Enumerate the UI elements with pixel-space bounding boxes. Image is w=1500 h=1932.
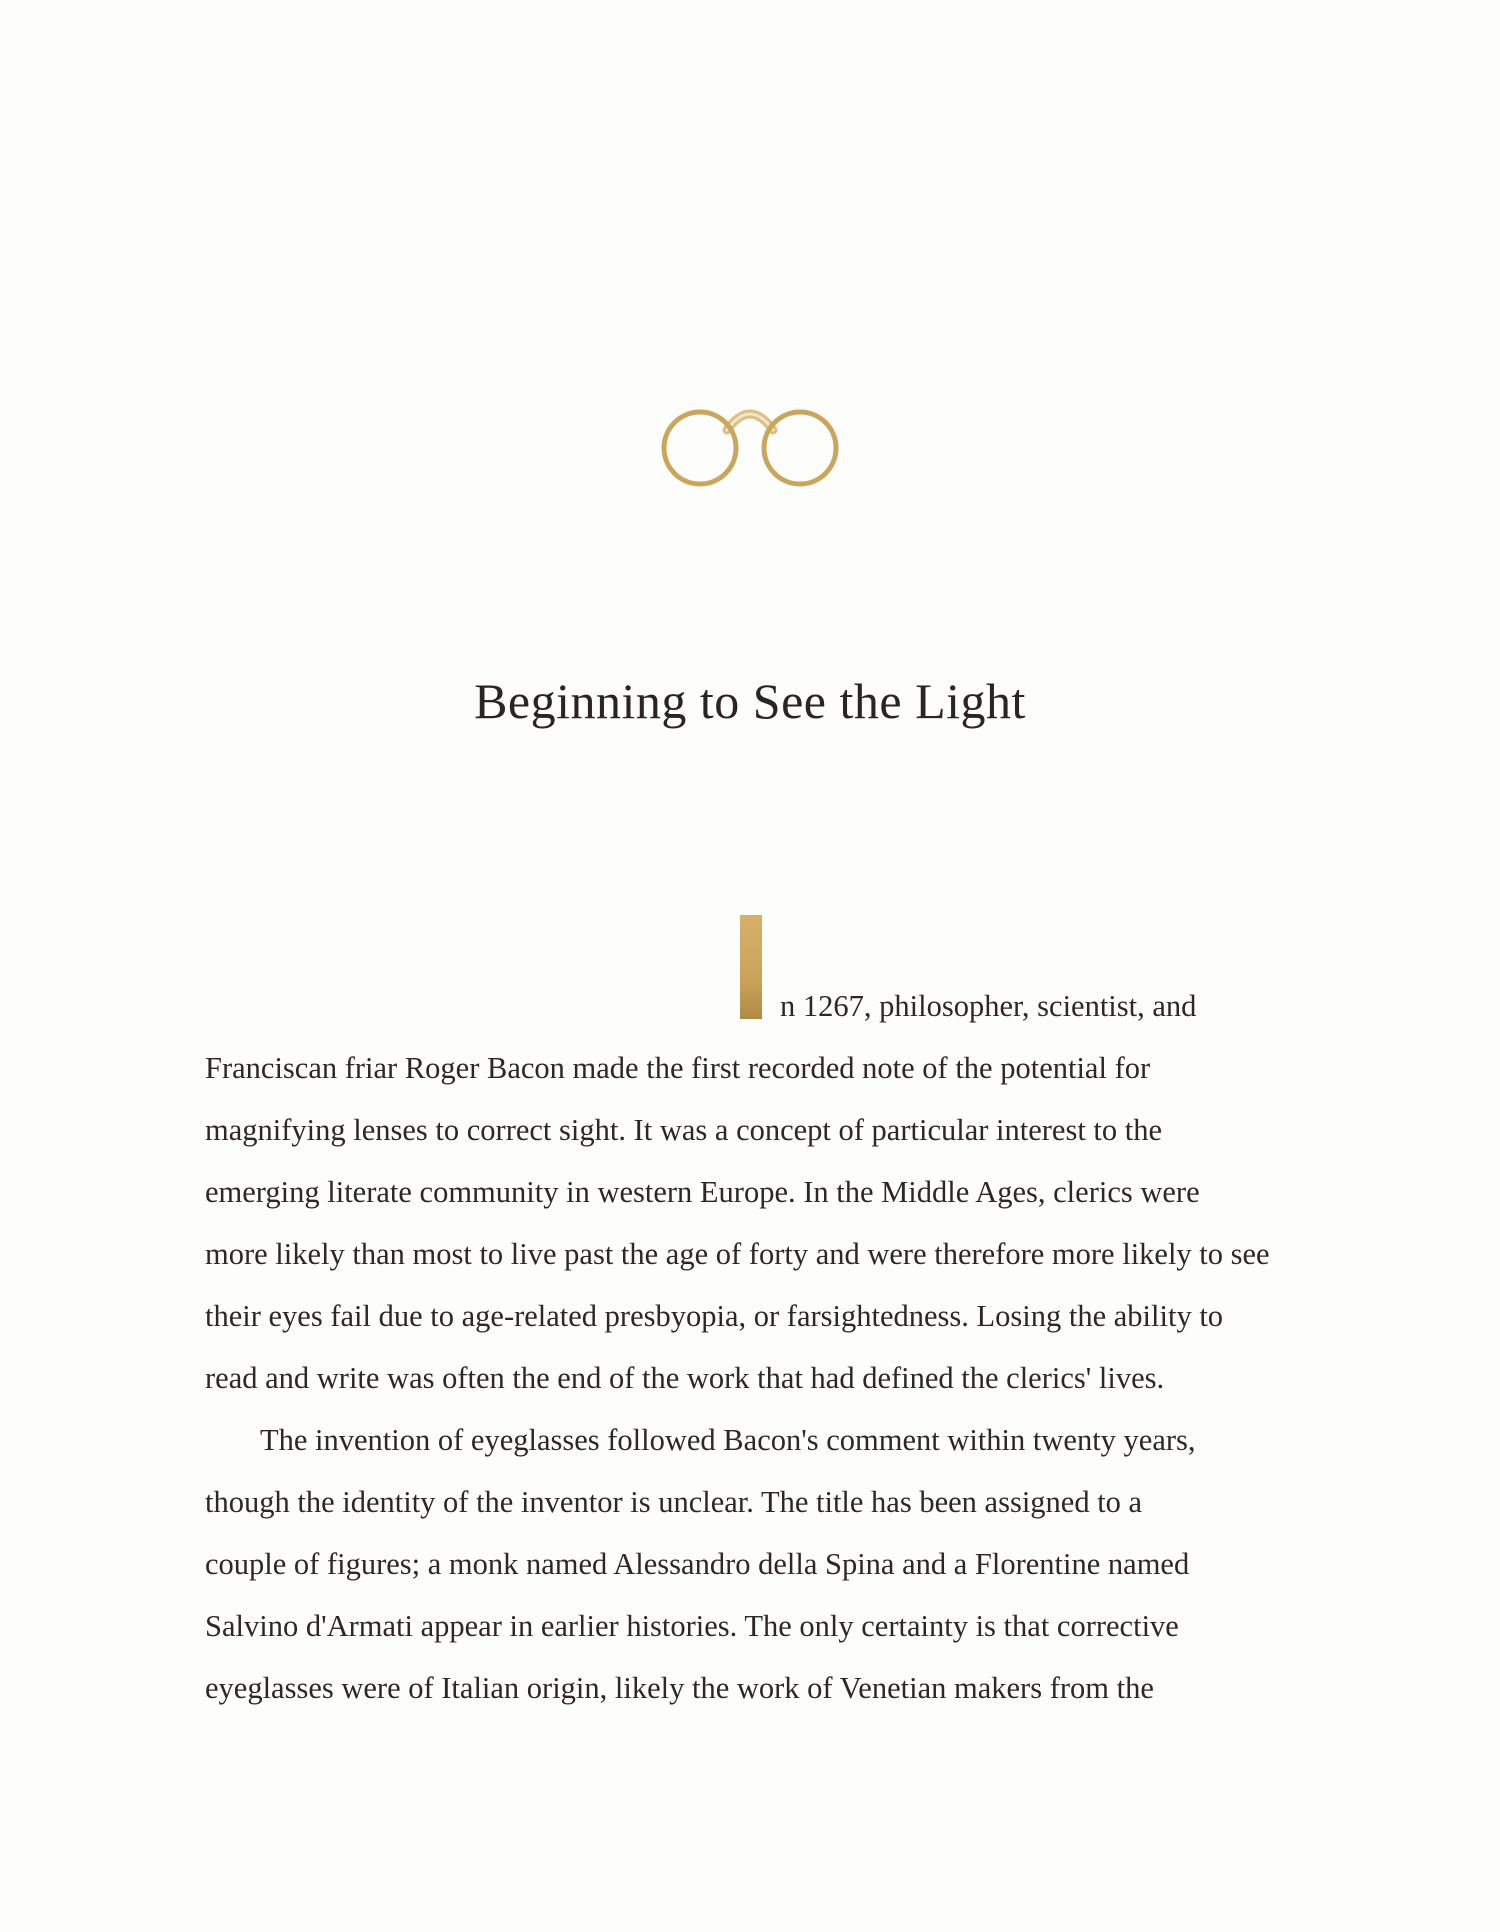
pince-nez-glasses-icon [655,388,845,488]
first-line-text: n 1267, philosopher, scientist, and [780,989,1197,1023]
text-line: more likely than most to live past the age of forty and were therefore more likely to see [205,1237,1270,1271]
text-line: couple of figures; a monk named Alessandro della Spina and a Florentine named [205,1547,1190,1581]
paragraph-1 [205,1037,1305,1409]
drop-cap [740,915,762,1019]
first-line [205,975,1305,1037]
text-line: read and write was often the end of the work that had defined the clerics' lives. [205,1361,1165,1395]
text-line: magnifying lenses to correct sight. It was a concept of particular interest to the [205,1113,1163,1147]
text-line: emerging literate community in western Europe. In the Middle Ages, clerics were [205,1175,1200,1209]
text-line: Franciscan friar Roger Bacon made the first recorded note of the potential for [205,1051,1151,1085]
text-line: Salvino d'Armati appear in earlier histories. The only certainty is that corrective [205,1609,1179,1643]
paragraph-2 [205,1409,1305,1719]
text-line: though the identity of the inventor is unclear. The title has been assigned to a [205,1485,1143,1519]
text-line: eyeglasses were of Italian origin, likely the work of Venetian makers from the [205,1671,1154,1705]
text-line: The invention of eyeglasses followed Bacon's comment within twenty years, [260,1423,1196,1457]
text-line: their eyes fail due to age-related presbyopia, or farsightedness. Losing the ability to [205,1299,1224,1333]
body-text [205,975,1305,1719]
chapter-title: Beginning to See the Light [474,673,1026,729]
